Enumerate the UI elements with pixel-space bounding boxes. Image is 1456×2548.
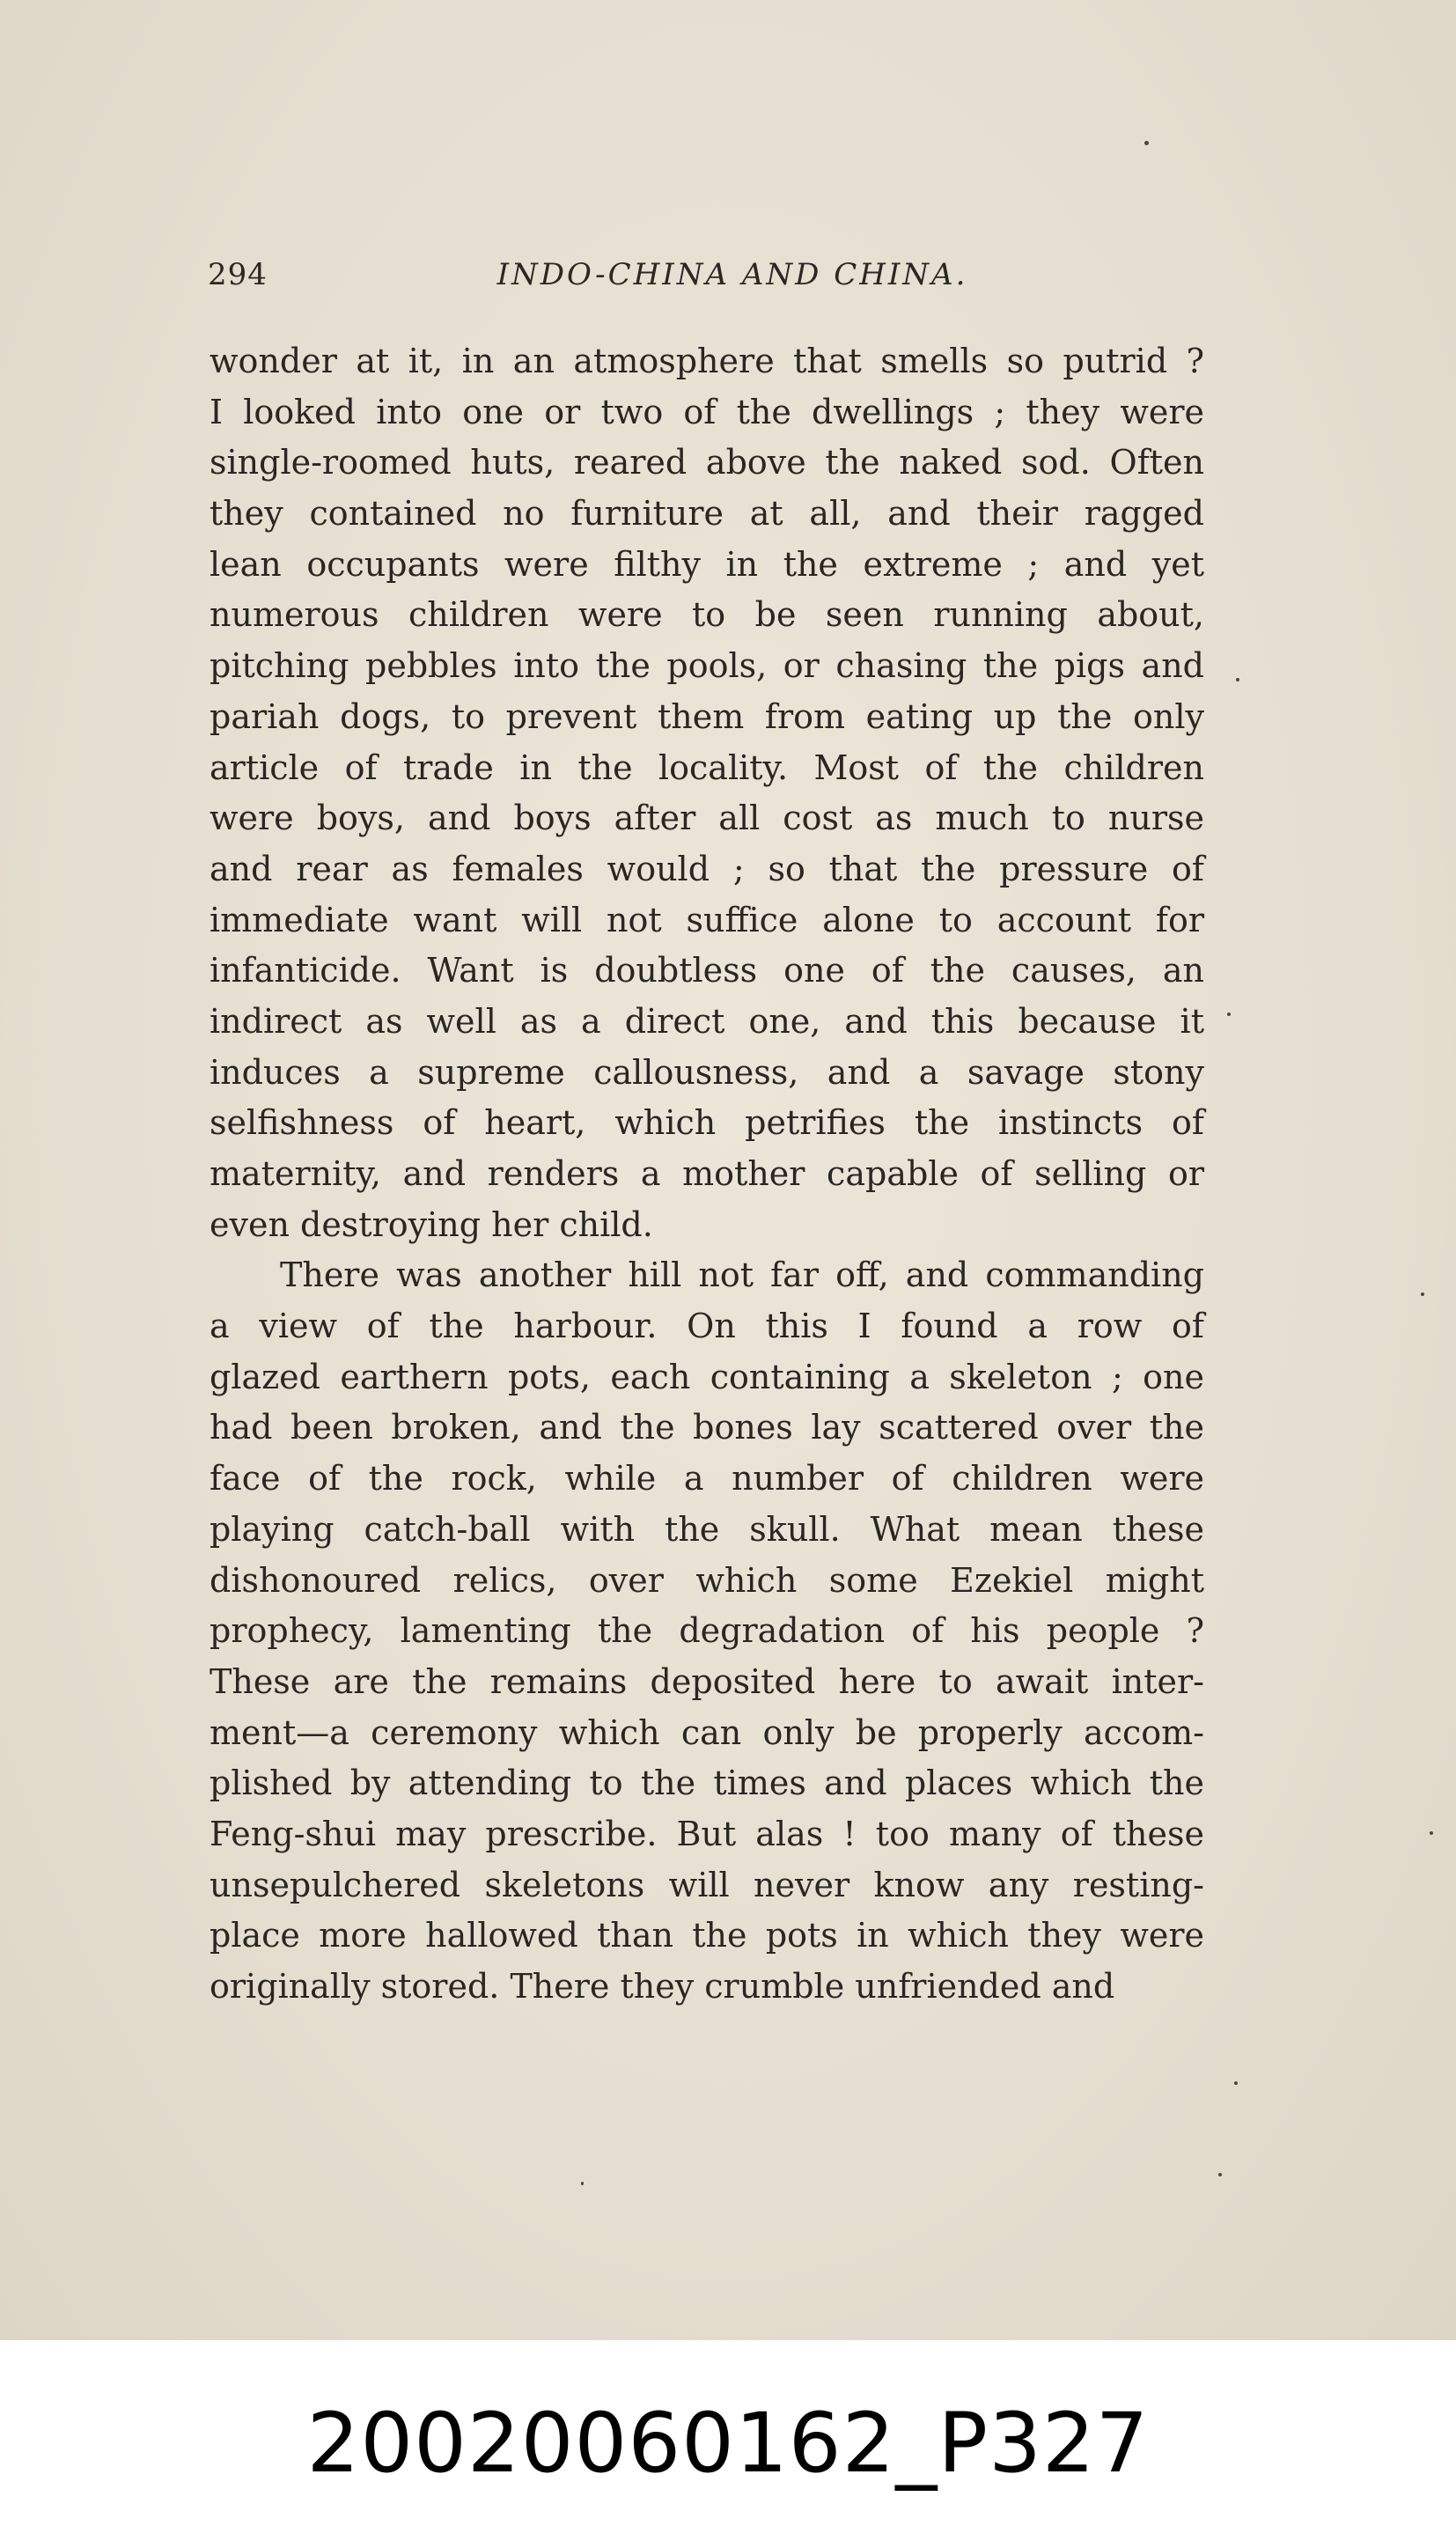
text-line: dishonoured relics, over which some Ezekiel might — [210, 1560, 1204, 1600]
text-line: plished by attending to the times and places which the — [210, 1764, 1204, 1803]
text-line: had been broken, and the bones lay scattered over the — [210, 1408, 1204, 1447]
text-line: face of the rock, while a number of children were — [210, 1459, 1204, 1499]
text-line: were boys, and boys after all cost as much to nurse — [210, 799, 1204, 838]
text-line: selfishness of heart, which petrifies the instincts of — [210, 1103, 1204, 1143]
text-line: place more hallowed than the pots in which they were — [210, 1916, 1204, 1955]
page-number: 294 — [208, 257, 268, 292]
text-line: pariah dogs, to prevent them from eating up the only — [210, 696, 1204, 736]
text-line: a view of the harbour. On this I found a row of — [210, 1307, 1204, 1346]
ink-speck — [1227, 1013, 1231, 1016]
running-title: INDO-CHINA AND CHINA. — [496, 257, 968, 292]
text-line: they contained no furniture at all, and their ragged — [210, 494, 1204, 534]
text-line: originally stored. There they crumble unfriended and — [210, 1967, 1115, 2006]
text-line: wonder at it, in an atmosphere that smells so putrid ? — [210, 342, 1204, 380]
text-line: and rear as females would ; so that the pressure of — [210, 849, 1204, 888]
ink-speck — [581, 2182, 584, 2185]
ink-speck — [1236, 678, 1239, 681]
text-line: single-roomed huts, reared above the naked sod. Often — [210, 443, 1204, 482]
ink-speck — [1144, 141, 1149, 145]
page-header — [208, 257, 1204, 301]
ink-speck — [1421, 1292, 1424, 1296]
text-line: article of trade in the locality. Most of the children — [210, 747, 1204, 787]
text-line: Feng-shui may prescribe. But alas ! too many of these — [210, 1814, 1204, 1853]
text-line: numerous children were to be seen running about, — [210, 595, 1204, 635]
text-line: glazed earthern pots, each containing a skeleton ; one — [210, 1357, 1204, 1396]
text-line: ment—a ceremony which can only be properly accom- — [210, 1712, 1204, 1752]
text-line: even destroying her child. — [210, 1204, 653, 1244]
text-line: prophecy, lamenting the degradation of his people ? — [210, 1611, 1204, 1651]
ink-speck — [1234, 2081, 1238, 2085]
image-id-caption: 20020060162_P327 — [306, 2396, 1150, 2492]
text-line: unsepulchered skeletons will never know any resting- — [210, 1865, 1204, 1904]
text-line: There was another hill not far off, and commanding — [280, 1256, 1204, 1295]
text-line: lean occupants were filthy in the extreme ; and yet — [210, 544, 1204, 584]
text-line: infanticide. Want is doubtless one of the causes, an — [210, 951, 1204, 990]
text-line: indirect as well as a direct one, and this because it — [210, 1001, 1204, 1041]
text-line: I looked into one or two of the dwellings ; they were — [210, 392, 1204, 431]
text-line: induces a supreme callousness, and a savage stony — [210, 1052, 1204, 1092]
ink-speck — [1218, 2173, 1222, 2176]
body-text — [210, 336, 1204, 2013]
text-line: immediate want will not suffice alone to account for — [210, 900, 1204, 939]
text-line: maternity, and renders a mother capable of selling or — [210, 1154, 1204, 1193]
text-line: playing catch-ball with the skull. What mean these — [210, 1509, 1204, 1549]
text-line: pitching pebbles into the pools, or chasing the pigs and — [210, 646, 1204, 686]
ink-speck — [1430, 1831, 1433, 1835]
text-line: These are the remains deposited here to await inter- — [210, 1661, 1204, 1701]
